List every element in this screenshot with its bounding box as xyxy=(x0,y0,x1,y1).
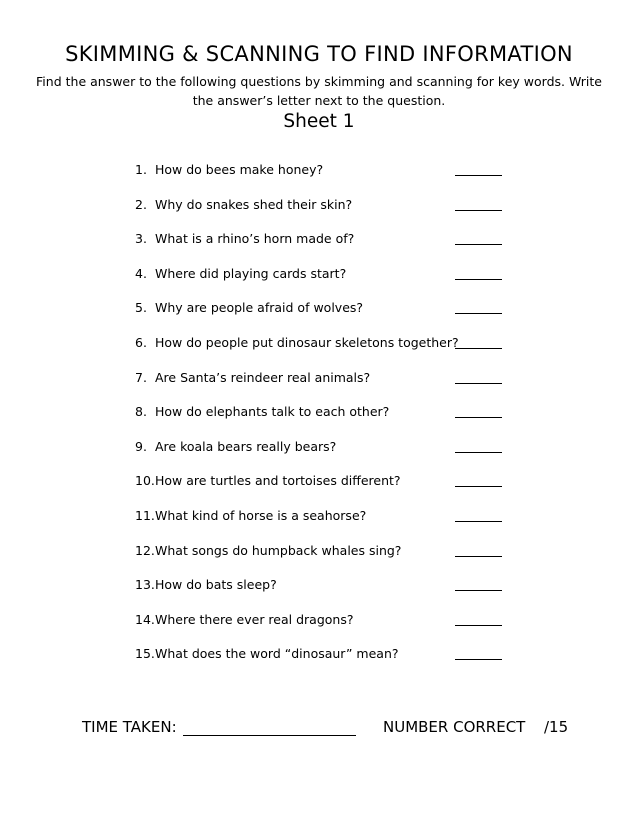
question-text: Are Santa’s reindeer real animals? xyxy=(155,369,371,385)
answer-blank[interactable] xyxy=(455,625,502,626)
answer-blank[interactable] xyxy=(455,383,502,384)
question-text: How are turtles and tortoises different? xyxy=(155,473,401,489)
question-text: Where there ever real dragons? xyxy=(155,611,354,627)
answer-blank[interactable] xyxy=(455,348,502,349)
answer-blank[interactable] xyxy=(455,279,502,280)
question-item xyxy=(135,335,515,355)
question-number: 4. xyxy=(135,265,147,281)
question-number: 8. xyxy=(135,404,147,420)
instructions-text: Find the answer to the following questions by skimming and scanning for key words. Write the answer’s letter next to the question. xyxy=(36,74,602,108)
answer-blank[interactable] xyxy=(455,452,502,453)
question-text: Why do snakes shed their skin? xyxy=(155,196,353,212)
question-item xyxy=(135,370,515,390)
question-item xyxy=(135,543,515,563)
question-number: 1. xyxy=(135,162,147,177)
question-text: How do bees make honey? xyxy=(155,162,324,177)
answer-blank[interactable] xyxy=(455,659,502,660)
answer-blank[interactable] xyxy=(455,521,502,522)
question-text: How do people put dinosaur skeletons together? xyxy=(155,335,459,350)
time-taken-label: TIME TAKEN: xyxy=(82,718,177,736)
answer-blank[interactable] xyxy=(455,417,502,418)
question-item xyxy=(135,300,515,320)
question-text: What is a rhino’s horn made of? xyxy=(155,231,355,247)
question-item xyxy=(135,439,515,459)
question-item xyxy=(135,197,515,217)
question-text: How do elephants talk to each other? xyxy=(155,404,390,420)
answer-blank[interactable] xyxy=(455,486,502,487)
question-text: How do bats sleep? xyxy=(155,577,277,593)
question-number: 12. xyxy=(135,542,155,558)
question-item xyxy=(135,231,515,251)
question-item xyxy=(135,266,515,286)
score-total: /15 xyxy=(544,718,569,736)
question-number: 6. xyxy=(135,335,147,350)
question-number: 2. xyxy=(135,196,147,212)
question-text: What does the word “dinosaur” mean? xyxy=(155,646,399,662)
question-text: Are koala bears really bears? xyxy=(155,438,337,454)
question-number: 9. xyxy=(135,438,147,454)
page-title: SKIMMING & SCANNING TO FIND INFORMATION xyxy=(65,42,573,66)
sheet-label: Sheet 1 xyxy=(283,111,355,132)
answer-blank[interactable] xyxy=(455,590,502,591)
question-text: Where did playing cards start? xyxy=(155,265,347,281)
answer-blank[interactable] xyxy=(455,175,502,176)
question-number: 13. xyxy=(135,577,155,593)
question-number: 7. xyxy=(135,369,147,385)
answer-blank[interactable] xyxy=(455,313,502,314)
question-item xyxy=(135,577,515,597)
answer-blank[interactable] xyxy=(455,244,502,245)
question-number: 15. xyxy=(135,646,155,662)
question-number: 14. xyxy=(135,611,155,627)
question-item xyxy=(135,646,515,666)
question-item xyxy=(135,612,515,632)
question-text: What kind of horse is a seahorse? xyxy=(155,508,367,523)
answer-blank[interactable] xyxy=(455,556,502,557)
question-text: Why are people afraid of wolves? xyxy=(155,300,364,316)
question-item xyxy=(135,473,515,493)
number-correct-label: NUMBER CORRECT xyxy=(383,718,526,736)
answer-blank[interactable] xyxy=(455,210,502,211)
question-text: What songs do humpback whales sing? xyxy=(155,542,402,558)
question-item xyxy=(135,508,515,528)
question-number: 3. xyxy=(135,231,147,247)
question-item xyxy=(135,162,515,182)
question-number: 5. xyxy=(135,300,147,316)
question-number: 10. xyxy=(135,473,155,489)
question-item xyxy=(135,404,515,424)
time-taken-blank[interactable] xyxy=(183,735,356,736)
question-number: 11. xyxy=(135,508,155,523)
